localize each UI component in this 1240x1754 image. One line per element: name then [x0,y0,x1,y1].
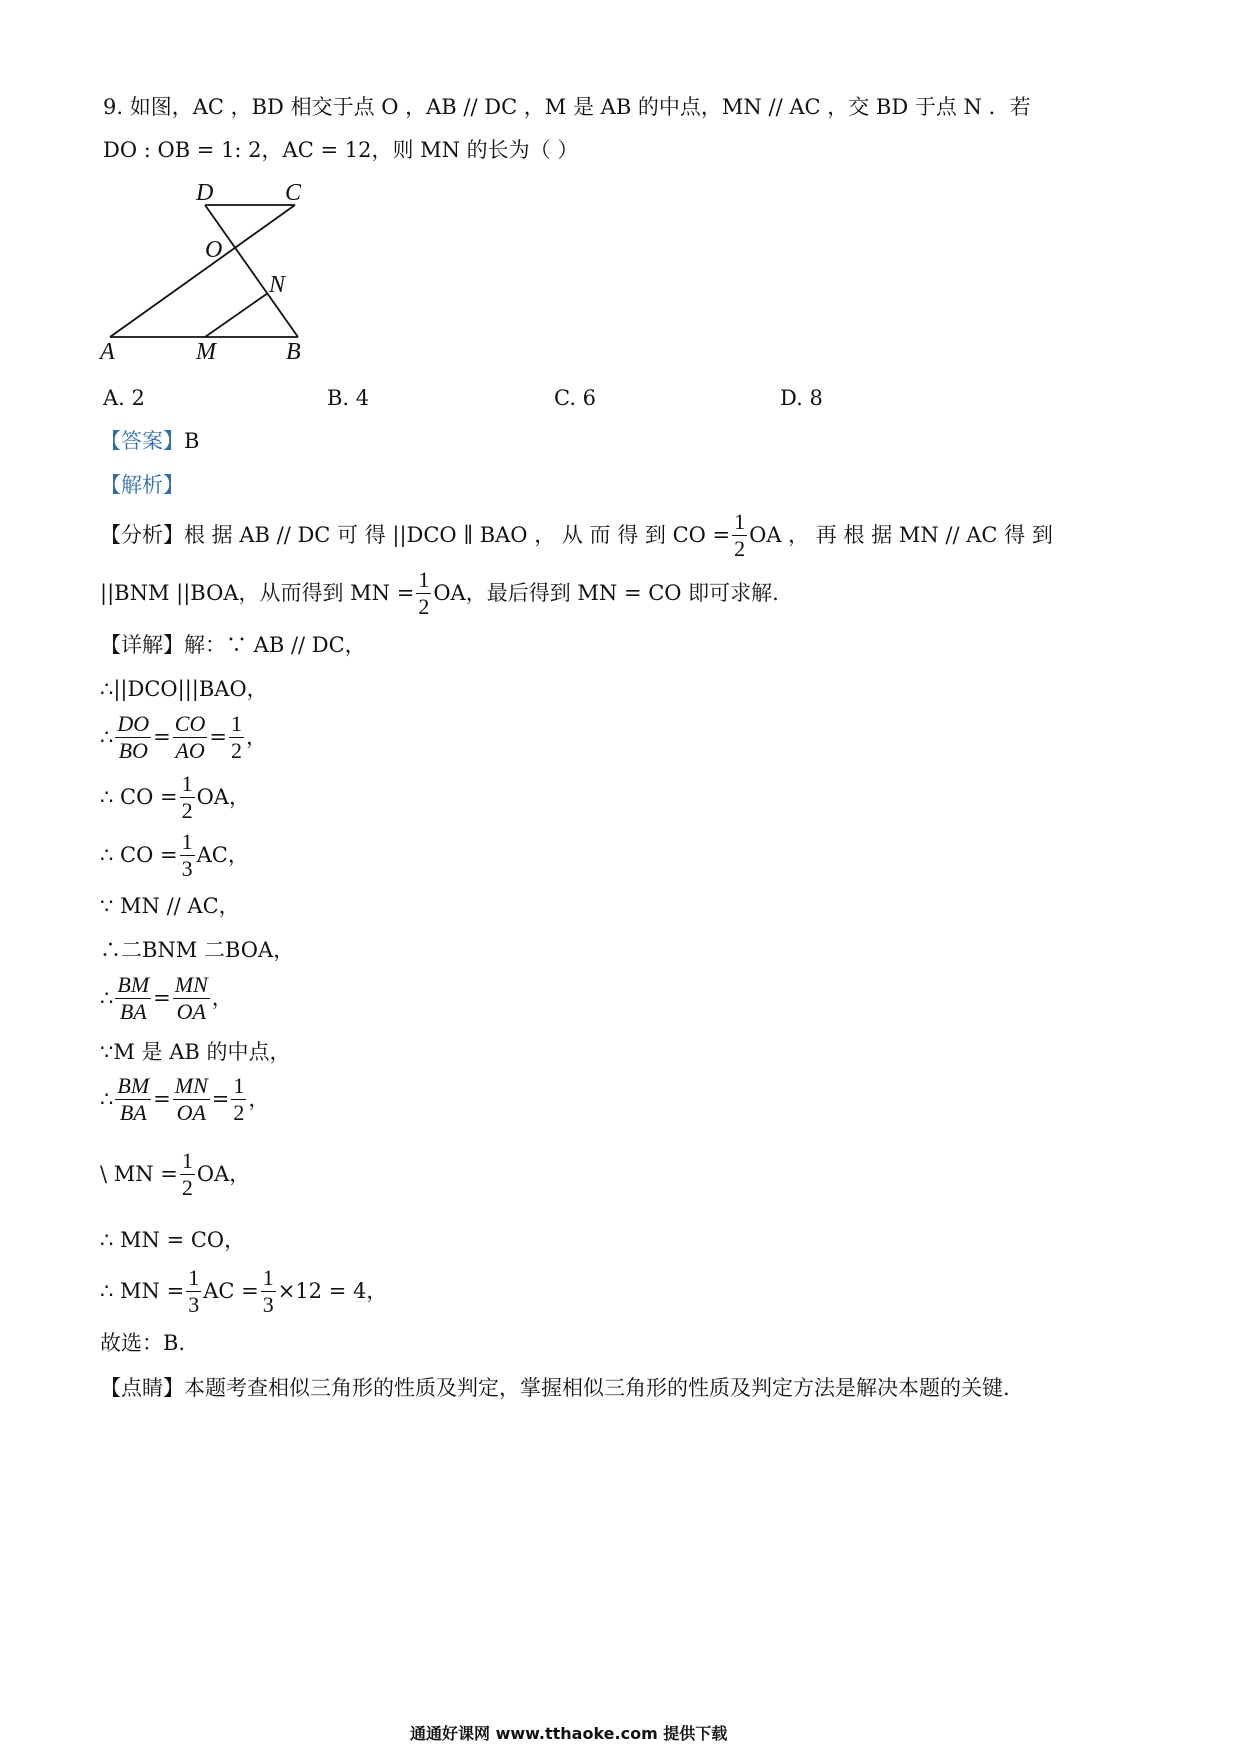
therefore-symbol: ∴ [100,725,114,749]
frac-den: 3 [181,856,193,881]
frac-den: OA [176,999,206,1024]
frac-den: 2 [181,1175,193,1200]
therefore-symbol: ∴ [100,1087,114,1111]
label-c: C [285,180,302,206]
analysis-line-2 [100,568,779,619]
detail-step-9: ∵M 是 AB 的中点， [100,1040,291,1064]
page-footer: 通通好课网 www.tthaoke.com 提供下载 [410,1724,728,1743]
fenxi-part-3: ||BNM ||BOA，从而得到 MN = [100,581,415,605]
answer-tag: 【答案】 [100,429,184,453]
segment-mn [205,293,268,337]
frac-den: 2 [233,1100,245,1125]
expr-mid: AC = [203,1279,259,1303]
frac-den: AO [175,738,205,763]
expr-pre: ∴ MN = [100,1279,185,1303]
fenxi-part-1: 根 据 AB // DC 可 得 ||DCO ∥ BAO ， 从 而 得 到 CO = [184,523,731,547]
frac-num: 1 [181,771,193,796]
dianjing-line [100,1378,1010,1399]
segment-db [205,205,298,337]
punct: ， [211,986,233,1010]
detail-step-10: ∴ $\frac{BM}{BA}$ = $\frac{MN}{OA}$ = $\frac{1}{2}$ ， [100,1073,270,1125]
fenxi-part-2: OA ， 再 根 据 MN // AC 得 到 [749,523,1053,547]
answer-value: B [184,429,200,453]
detail-step-4 [100,772,250,823]
expr-post: AC， [196,843,249,867]
frac-num: CO [174,711,206,736]
detail-tag: 【详解】 [100,633,184,657]
segment-ca [110,205,295,337]
expr-pre: ∴ CO = [100,785,178,809]
punct: ， [248,1087,270,1111]
frac-den: 3 [188,1292,200,1317]
detail-step-1: 解：∵ AB // DC， [184,633,366,657]
frac-num: 1 [188,1265,200,1290]
frac-den: BA [119,1100,147,1125]
option-d: D. 8 [780,386,823,410]
detail-step-14: 故选：B. [100,1331,186,1355]
label-n: N [269,272,286,298]
geometry-figure [95,175,335,370]
therefore-symbol: ∴ [100,986,114,1010]
frac-num: MN [174,972,208,997]
question-line-2: DO : OB = 1: 2，AC = 12，则 MN 的长为（ ） [103,138,579,162]
frac-num: DO [117,711,150,736]
expr-post: OA， [196,1162,251,1186]
fenxi-part-4: OA，最后得到 MN = CO 即可求解. [433,581,779,605]
question-line-1: 9. 如图，AC ，BD 相交于点 O ，AB // DC ，M 是 AB 的中点，MN // AC ，交 BD 于点 N ．若 [103,95,1031,119]
expr-post: OA， [196,785,250,809]
detail-step-3: ∴ $\frac{DO}{BO}$ = $\frac{CO}{AO}$ = $\frac{1}{2}$ ， [100,711,267,763]
frac-den: 2 [230,738,242,763]
frac-den: 2 [181,798,193,823]
frac-num: BM [117,1073,150,1098]
detail-step-2: ∴||DCO|||BAO， [100,677,268,701]
analysis-tag: 【解析】 [100,473,184,497]
detail-step-7: ∴⼆BNM ⼆BOA， [100,938,295,962]
detail-step-5 [100,830,249,881]
detail-step-11 [100,1149,250,1200]
analysis-line-1 [100,510,1053,561]
frac-den: OA [176,1100,206,1125]
fraction-one-half: $\frac{1}{2}$ [418,567,430,619]
expr-pre: ∴ CO = [100,843,178,867]
frac-num: 1 [233,1073,245,1098]
label-d: D [196,180,214,206]
expr-post: ×12 = 4， [277,1279,388,1303]
label-o: O [205,237,223,263]
detail-step-6: ∵ MN // AC， [100,894,240,918]
dianjing-tag: 【点睛】 [100,1376,184,1400]
label-a: A [100,339,115,365]
fraction-one-half: $\frac{1}{2}$ [734,509,746,561]
frac-den: BO [118,738,148,763]
option-c: C. 6 [554,386,597,410]
frac-num: 1 [181,829,193,854]
frac-num: BM [117,972,150,997]
frac-num: 1 [230,711,242,736]
frac-num: 1 [181,1148,193,1173]
detail-line-1 [100,635,366,656]
frac-den: BA [119,999,147,1024]
expr-pre: \ MN = [100,1162,178,1186]
answer-line [100,431,199,452]
frac-num: MN [174,1073,208,1098]
frac-num: 1 [262,1265,274,1290]
detail-step-12: ∴ MN = CO， [100,1228,246,1252]
option-a: A. 2 [103,386,145,410]
detail-step-8: ∴ $\frac{BM}{BA}$ = $\frac{MN}{OA}$ ， [100,972,233,1024]
frac-den: 3 [262,1292,274,1317]
punct: ， [245,725,267,749]
label-m: M [196,339,216,365]
fenxi-tag: 【分析】 [100,523,184,547]
detail-step-13 [100,1266,387,1317]
label-b: B [286,339,301,365]
option-b: B. 4 [327,386,370,410]
dianjing-text: 本题考查相似三角形的性质及判定，掌握相似三角形的性质及判定方法是解决本题的关键. [184,1376,1010,1400]
